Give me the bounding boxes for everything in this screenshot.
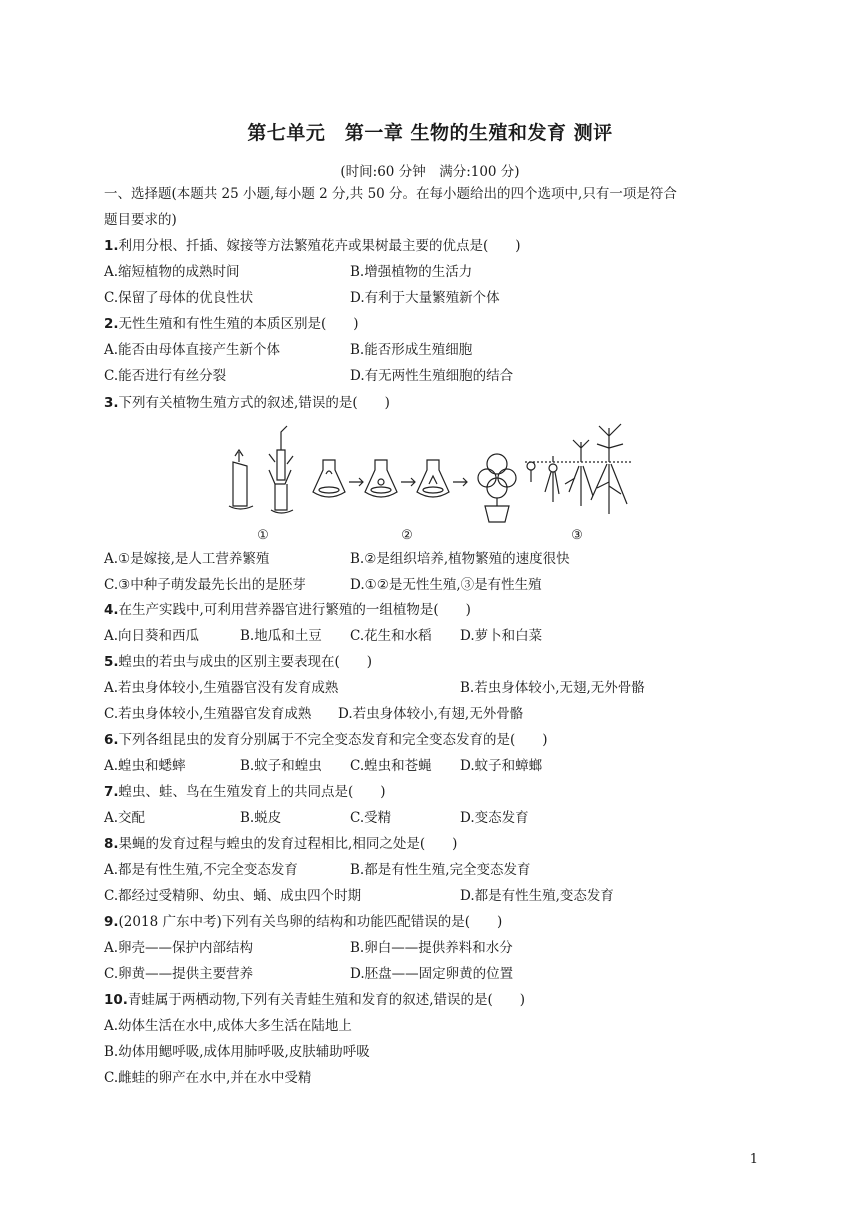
flask-1 [313, 460, 345, 497]
question-number: 2. [104, 316, 119, 332]
option-9d: D.胚盘——固定卵黄的位置 [350, 966, 514, 982]
question-9 [104, 912, 502, 932]
option-7c: C.受精 [350, 810, 392, 826]
option-6d: D.蚊子和蟑螂 [460, 758, 543, 774]
question-number: 7. [104, 784, 119, 800]
question-7 [104, 782, 386, 802]
rootstock-stump [233, 462, 247, 506]
page-number: 1 [749, 1152, 758, 1167]
question-10 [104, 990, 525, 1010]
question-1 [104, 236, 521, 256]
question-stem: 无性生殖和有性生殖的本质区别是( ) [118, 316, 359, 332]
option-8b: B.都是有性生殖,完全变态发育 [350, 862, 531, 878]
question-number: 4. [104, 602, 119, 618]
option-5b: B.若虫身体较小,无翅,无外骨骼 [460, 680, 645, 696]
question-stem: 在生产实践中,可利用营养器官进行繁殖的一组植物是( ) [118, 602, 471, 618]
option-5d: D.若虫身体较小,有翅,无外骨骼 [338, 706, 524, 722]
scion [277, 450, 285, 480]
option-5c: C.若虫身体较小,生殖器官发育成熟 [104, 706, 312, 722]
option-2b: B.能否形成生殖细胞 [350, 342, 473, 358]
question-6 [104, 730, 548, 750]
page-title: 第七单元 第一章 生物的生殖和发育 测评 [247, 122, 613, 144]
question-3 [104, 393, 390, 413]
option-6b: B.蚊子和蝗虫 [240, 758, 322, 774]
option-2d: D.有无两性生殖细胞的结合 [350, 368, 514, 384]
option-6c: C.蝗虫和苍蝇 [350, 758, 432, 774]
option-7b: B.蜕皮 [240, 810, 282, 826]
question-stem: 利用分根、扦插、嫁接等方法繁殖花卉或果树最主要的优点是( ) [118, 238, 521, 254]
figure-label-1: ① [257, 528, 269, 543]
question-4 [104, 600, 471, 620]
question-number: 10. [104, 992, 128, 1008]
seedling-1 [527, 462, 535, 482]
option-4a: A.向日葵和西瓜 [104, 628, 200, 644]
option-7a: A.交配 [104, 810, 146, 826]
option-7d: D.变态发育 [460, 810, 529, 826]
option-4d: D.萝卜和白菜 [460, 628, 543, 644]
figure-label-3: ③ [571, 528, 583, 543]
question-2 [104, 314, 359, 334]
option-6a: A.蝗虫和蟋蟀 [104, 758, 186, 774]
option-1c: C.保留了母体的优良性状 [104, 290, 254, 306]
option-10b: B.幼体用鳃呼吸,成体用肺呼吸,皮肤辅助呼吸 [104, 1044, 370, 1060]
option-2c: C.能否进行有丝分裂 [104, 368, 227, 384]
option-9a: A.卵壳——保护内部结构 [104, 940, 254, 956]
question-stem: 蝗虫、蛙、鸟在生殖发育上的共同点是( ) [118, 784, 386, 800]
question-stem: 下列各组昆虫的发育分别属于不完全变态发育和完全变态发育的是( ) [118, 732, 548, 748]
option-4b: B.地瓜和土豆 [240, 628, 322, 644]
option-9b: B.卵白——提供养料和水分 [350, 940, 513, 956]
seedling-4 [591, 424, 627, 514]
option-8a: A.都是有性生殖,不完全变态发育 [104, 862, 298, 878]
question-8 [104, 834, 457, 854]
question-stem: 青蛙属于两栖动物,下列有关青蛙生殖和发育的叙述,错误的是( ) [127, 992, 526, 1008]
option-10c: C.雌蛙的卵产在水中,并在水中受精 [104, 1070, 312, 1086]
option-9c: C.卵黄——提供主要营养 [104, 966, 254, 982]
question-stem: 蝗虫的若虫与成虫的区别主要表现在( ) [118, 654, 373, 670]
question-number: 5. [104, 654, 119, 670]
question-number: 3. [104, 395, 119, 411]
potted-plant [478, 454, 516, 522]
option-8d: D.都是有性生殖,变态发育 [460, 888, 614, 904]
question-number: 9. [104, 914, 119, 930]
question-number: 8. [104, 836, 119, 852]
question-stem: (2018 广东中考)下列有关鸟卵的结构和功能匹配错误的是( ) [118, 914, 503, 930]
option-3c: C.③中种子萌发最先长出的是胚芽 [104, 577, 306, 593]
option-10a: A.幼体生活在水中,成体大多生活在陆地上 [104, 1018, 352, 1034]
question-stem: 果蝇的发育过程与蝗虫的发育过程相比,相同之处是( ) [118, 836, 458, 852]
seedling-3 [565, 440, 593, 506]
option-8c: C.都经过受精卵、幼虫、蛹、成虫四个时期 [104, 888, 362, 904]
flask-3 [417, 460, 449, 497]
option-3b: B.②是组织培养,植物繁殖的速度很快 [350, 551, 570, 567]
option-3d: D.①②是无性生殖,③是有性生殖 [350, 577, 542, 593]
section-heading: 一、选择题(本题共 25 小题,每小题 2 分,共 50 分。在每小题给出的四个选项中,只有一项是符合 [104, 186, 677, 202]
plant-reproduction-figure [225, 422, 635, 547]
option-2a: A.能否由母体直接产生新个体 [104, 342, 281, 358]
section-heading-cont: 题目要求的) [104, 212, 177, 228]
figure-label-2: ② [401, 528, 413, 543]
option-3a: A.①是嫁接,是人工营养繁殖 [104, 551, 270, 567]
question-5 [104, 652, 372, 672]
exam-info: (时间:60 分钟 满分:100 分) [340, 164, 520, 180]
option-1a: A.缩短植物的成熟时间 [104, 264, 240, 280]
flask-2 [365, 460, 397, 497]
option-4c: C.花生和水稻 [350, 628, 432, 644]
question-stem: 下列有关植物生殖方式的叙述,错误的是( ) [118, 395, 390, 411]
seedling-2 [545, 456, 559, 502]
option-1b: B.增强植物的生活力 [350, 264, 473, 280]
question-number: 1. [104, 238, 119, 254]
question-number: 6. [104, 732, 119, 748]
option-1d: D.有利于大量繁殖新个体 [350, 290, 500, 306]
option-5a: A.若虫身体较小,生殖器官没有发育成熟 [104, 680, 339, 696]
